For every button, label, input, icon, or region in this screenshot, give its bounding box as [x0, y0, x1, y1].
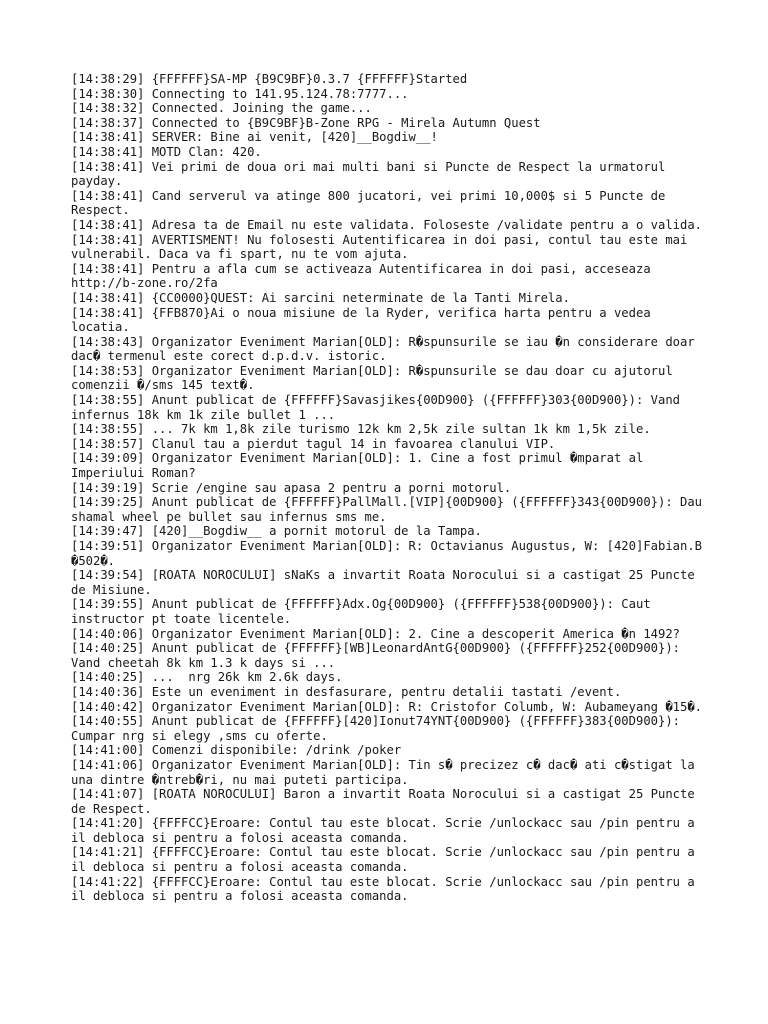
log-line: [14:38:41] MOTD Clan: 420.	[71, 144, 262, 159]
log-line: [14:38:37] Connected to {B9C9BF}B-Zone RPG - Mirela Autumn Quest	[71, 115, 541, 130]
log-line: [14:40:36] Este un eveniment in desfasurare, pentru detalii tastati /event.	[71, 684, 622, 699]
log-line: [14:38:57] Clanul tau a pierdut tagul 14 in favoarea clanului VIP.	[71, 436, 556, 451]
log-line: [14:38:41] {CC0000}QUEST: Ai sarcini neterminate de la Tanti Mirela.	[71, 290, 570, 305]
log-line: [14:40:25] ... nrg 26k km 2.6k days.	[71, 670, 343, 685]
log-line: [14:38:41] Pentru a afla cum se activeaza Autentificarea in doi pasi, acceseaza http://b-zone.ro/2fa	[71, 261, 659, 291]
log-line: [14:41:20] {FFFFCC}Eroare: Contul tau este blocat. Scrie /unlockacc sau /pin pentru a il debloca si pentru a folosi aceasta comanda.	[71, 816, 703, 845]
log-line: [14:41:21] {FFFFCC}Eroare: Contul tau este blocat. Scrie /unlockacc sau /pin pentru a il debloca si pentru a folosi aceasta comanda.	[71, 845, 703, 875]
log-line: [14:38:30] Connecting to 141.95.124.78:7777...	[71, 86, 409, 101]
log-line: [14:38:55] ... 7k km 1,8k zile turismo 12k km 2,5k zile sultan 1k km 1,5k zile.	[71, 422, 651, 437]
log-line: [14:40:55] Anunt publicat de {FFFFFF}[420]Ionut74YNT{00D900} ({FFFFFF}383{00D900}): Cumpar nrg si elegy ,sms cu oferte.	[71, 714, 688, 743]
log-line: [14:38:43] Organizator Eveniment Marian[OLD]: R�spunsurile se iau �n considerare doar dac� termenul este corect d.p.d.v. istoric.	[71, 334, 703, 364]
log-line: [14:41:00] Comenzi disponibile: /drink /poker	[71, 743, 402, 758]
log-line: [14:40:25] Anunt publicat de {FFFFFF}[WB]LeonardAntG{00D900} ({FFFFFF}252{00D900}): Vand cheetah 8k km 1.3 k days si ...	[71, 641, 688, 670]
chat-log	[71, 72, 711, 904]
log-line: [14:38:29] {FFFFFF}SA-MP {B9C9BF}0.3.7 {FFFFFF}Started	[71, 72, 468, 86]
log-line: [14:39:51] Organizator Eveniment Marian[OLD]: R: Octavianus Augustus, W: [420]Fabian.B �502�.	[71, 539, 710, 568]
log-line: [14:38:55] Anunt publicat de {FFFFFF}Savasjikes{00D900} ({FFFFFF}303{00D900}): Vand infernus 18k km 1k zile bullet 1 ...	[71, 393, 688, 422]
log-line: [14:38:32] Connected. Joining the game...	[71, 101, 372, 116]
log-line: [14:38:41] SERVER: Bine ai venit, [420]__Bogdiw__!	[71, 130, 438, 145]
log-line: [14:39:19] Scrie /engine sau apasa 2 pentru a porni motorul.	[71, 480, 512, 495]
log-line: [14:39:09] Organizator Eveniment Marian[OLD]: 1. Cine a fost primul �mparat al Imperiului Roman?	[71, 451, 651, 481]
log-line: [14:40:42] Organizator Eveniment Marian[OLD]: R: Cristofor Columb, W: Aubameyang �15�.	[71, 699, 703, 714]
log-line: [14:38:41] AVERTISMENT! Nu folosesti Autentificarea in doi pasi, contul tau este mai vulnerabil. Daca va fi spart, nu te vom ajuta.	[71, 232, 695, 262]
log-line: [14:40:06] Organizator Eveniment Marian[OLD]: 2. Cine a descoperit America �n 1492?	[71, 626, 681, 641]
log-line: [14:41:22] {FFFFCC}Eroare: Contul tau este blocat. Scrie /unlockacc sau /pin pentru a il debloca si pentru a folosi aceasta comanda.	[71, 874, 703, 904]
log-line: [14:39:55] Anunt publicat de {FFFFFF}Adx.Og{00D900} ({FFFFFF}538{00D900}): Caut instructor pt toate licentele.	[71, 597, 659, 626]
log-line: [14:38:41] {FFB870}Ai o noua misiune de la Ryder, verifica harta pentru a vedea locatia.	[71, 305, 659, 335]
log-line: [14:38:41] Adresa ta de Email nu este validata. Foloseste /validate pentru a o valida.	[71, 217, 703, 232]
log-line: [14:38:53] Organizator Eveniment Marian[OLD]: R�spunsurile se dau doar cu ajutorul comenzii �/sms 145 text�.	[71, 363, 681, 393]
log-line: [14:41:06] Organizator Eveniment Marian[OLD]: Tin s� precizez c� dac� ati c�stigat la una dintre �ntreb�ri, nu mai puteti participa.	[71, 757, 703, 787]
log-line: [14:39:47] [420]__Bogdiw__ a pornit motorul de la Tampa.	[71, 524, 482, 539]
log-line: [14:38:41] Cand serverul va atinge 800 jucatori, vei primi 10,000$ si 5 Puncte de Respect.	[71, 188, 673, 218]
log-line: [14:38:41] Vei primi de doua ori mai multi bani si Puncte de Respect la urmatorul payday.	[71, 159, 673, 189]
log-line: [14:39:25] Anunt publicat de {FFFFFF}PallMall.[VIP]{00D900} ({FFFFFF}343{00D900}): Dau shamal wheel pe bullet sau infernus sms me.	[71, 495, 710, 524]
log-line: [14:41:07] [ROATA NOROCULUI] Baron a invartit Roata Norocului si a castigat 25 Puncte de Respect.	[71, 787, 703, 816]
log-line: [14:39:54] [ROATA NOROCULUI] sNaKs a invartit Roata Norocului si a castigat 25 Puncte de Misiune.	[71, 568, 703, 597]
